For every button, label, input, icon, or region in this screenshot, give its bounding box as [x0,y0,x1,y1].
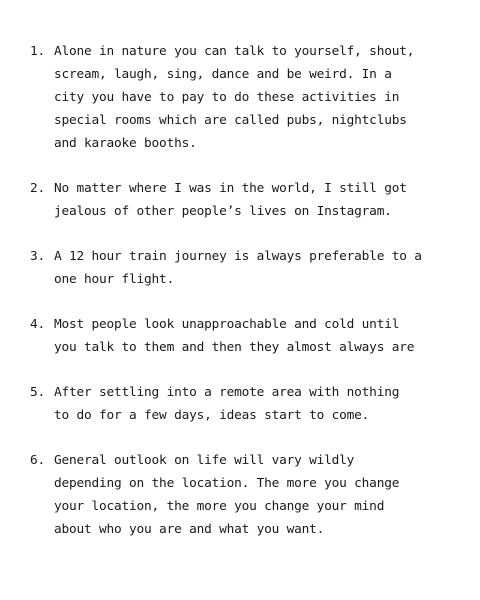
item-text [54,245,470,291]
list-item-3 [30,245,470,291]
list-item-4 [30,313,470,359]
text-line: special rooms which are called pubs, nightclubs [54,113,407,128]
item-text [54,313,470,359]
item-number: 6. [30,453,46,468]
list-item-5 [30,381,470,427]
text-line: one hour flight. [54,272,175,287]
item-text [54,381,470,427]
text-line: city you have to pay to do these activities in [54,90,400,105]
text-line: jealous of other people’s lives on Instagram. [54,204,392,219]
numbered-list [30,40,470,563]
item-number: 4. [30,317,46,332]
text-line: you talk to them and then they almost always are [54,340,415,355]
text-line: scream, laugh, sing, dance and be weird. In a [54,67,392,82]
list-item-6 [30,449,470,541]
item-number: 2. [30,181,46,196]
item-number: 3. [30,249,46,264]
item-text [54,177,470,223]
item-text [54,40,470,155]
text-line: After settling into a remote area with nothing [54,385,400,400]
text-line: No matter where I was in the world, I still got [54,181,407,196]
text-line: Alone in nature you can talk to yourself, shout, [54,44,415,59]
item-number: 5. [30,385,46,400]
text-line: your location, the more you change your mind [54,499,385,514]
text-line: depending on the location. The more you change [54,476,400,491]
text-line: General outlook on life will vary wildly [54,453,355,468]
text-line: and karaoke booths. [54,136,197,151]
text-line: A 12 hour train journey is always preferable to a [54,249,422,264]
list-item-2 [30,177,470,223]
item-text [54,449,470,541]
text-line: about who you are and what you want. [54,522,325,537]
item-number: 1. [30,44,46,59]
list-item-1 [30,40,470,155]
text-line: to do for a few days, ideas start to come. [54,408,370,423]
text-line: Most people look unapproachable and cold until [54,317,400,332]
